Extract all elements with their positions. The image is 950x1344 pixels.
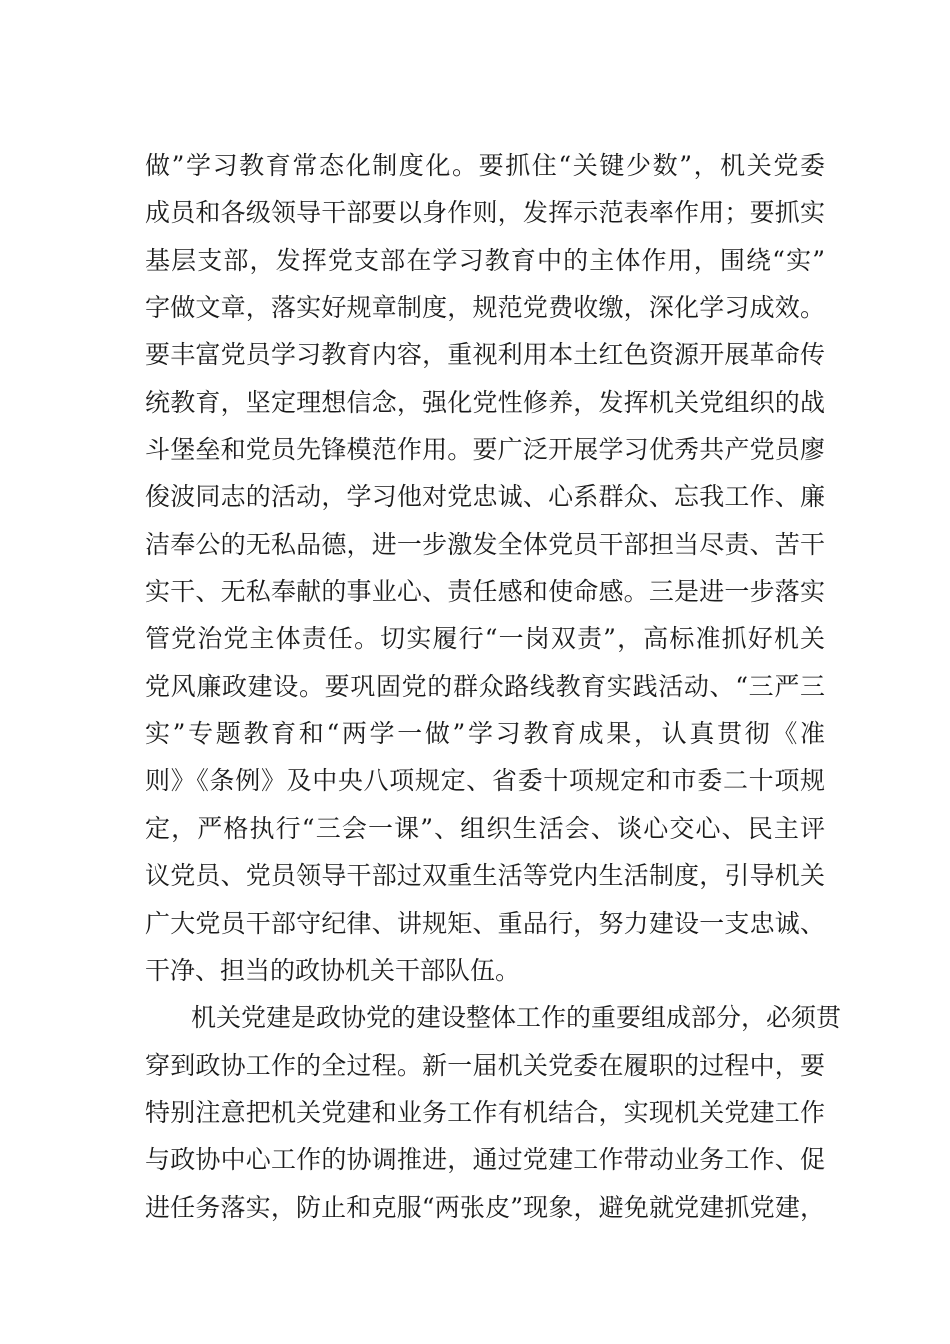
text-line: 与政协中心工作的协调推进，通过党建工作带动业务工作、促 bbox=[145, 1145, 825, 1175]
text-line: 定，严格执行“三会一课”、组织生活会、谈心交心、民主评 bbox=[145, 813, 825, 843]
text-line: 实”专题教育和“两学一做”学习教育成果，认真贯彻《准 bbox=[145, 719, 825, 749]
text-line: 做”学习教育常态化制度化。要抓住“关键少数”，机关党委 bbox=[145, 151, 825, 180]
text-line: 进任务落实，防止和克服“两张皮”现象，避免就党建抓党建， bbox=[145, 1192, 825, 1222]
text-line: 洁奉公的无私品德，进一步激发全体党员干部担当尽责、苦干 bbox=[145, 529, 825, 559]
text-line: 要丰富党员学习教育内容，重视利用本土红色资源开展革命传 bbox=[145, 340, 825, 370]
text-line: 俊波同志的活动，学习他对党忠诚、心系群众、忘我工作、廉 bbox=[145, 482, 825, 512]
paragraph-2 bbox=[145, 994, 842, 1231]
text-line: 统教育，坚定理想信念，强化党性修养，发挥机关党组织的战 bbox=[145, 387, 825, 417]
text-line: 广大党员干部守纪律、讲规矩、重品行，努力建设一支忠诚、 bbox=[145, 908, 825, 938]
text-line: 则》《条例》及中央八项规定、省委十项规定和市委二十项规 bbox=[145, 766, 825, 796]
text-line: 斗堡垒和党员先锋模范作用。要广泛开展学习优秀共产党员廖 bbox=[145, 435, 825, 465]
text-line: 干净、担当的政协机关干部队伍。 bbox=[145, 955, 521, 985]
text-line: 管党治党主体责任。切实履行“一岗双责”，高标准抓好机关 bbox=[145, 624, 825, 654]
text-line: 党风廉政建设。要巩固党的群众路线教育实践活动、“三严三 bbox=[145, 671, 825, 701]
text-line: 实干、无私奉献的事业心、责任感和使命感。三是进一步落实 bbox=[145, 577, 825, 607]
text-line: 成员和各级领导干部要以身作则，发挥示范表率作用；要抓实 bbox=[145, 198, 825, 228]
text-line: 机关党建是政协党的建设整体工作的重要组成部分，必须贯 bbox=[191, 1003, 842, 1033]
text-line: 议党员、党员领导干部过双重生活等党内生活制度，引导机关 bbox=[145, 861, 825, 891]
paragraph-1 bbox=[145, 142, 825, 994]
document-body bbox=[145, 142, 842, 1231]
text-line: 字做文章，落实好规章制度，规范党费收缴，深化学习成效。 bbox=[145, 293, 825, 323]
text-line: 特别注意把机关党建和业务工作有机结合，实现机关党建工作 bbox=[145, 1097, 825, 1127]
text-line: 穿到政协工作的全过程。新一届机关党委在履职的过程中，要 bbox=[145, 1050, 825, 1080]
text-line: 基层支部，发挥党支部在学习教育中的主体作用，围绕“实” bbox=[145, 245, 825, 275]
